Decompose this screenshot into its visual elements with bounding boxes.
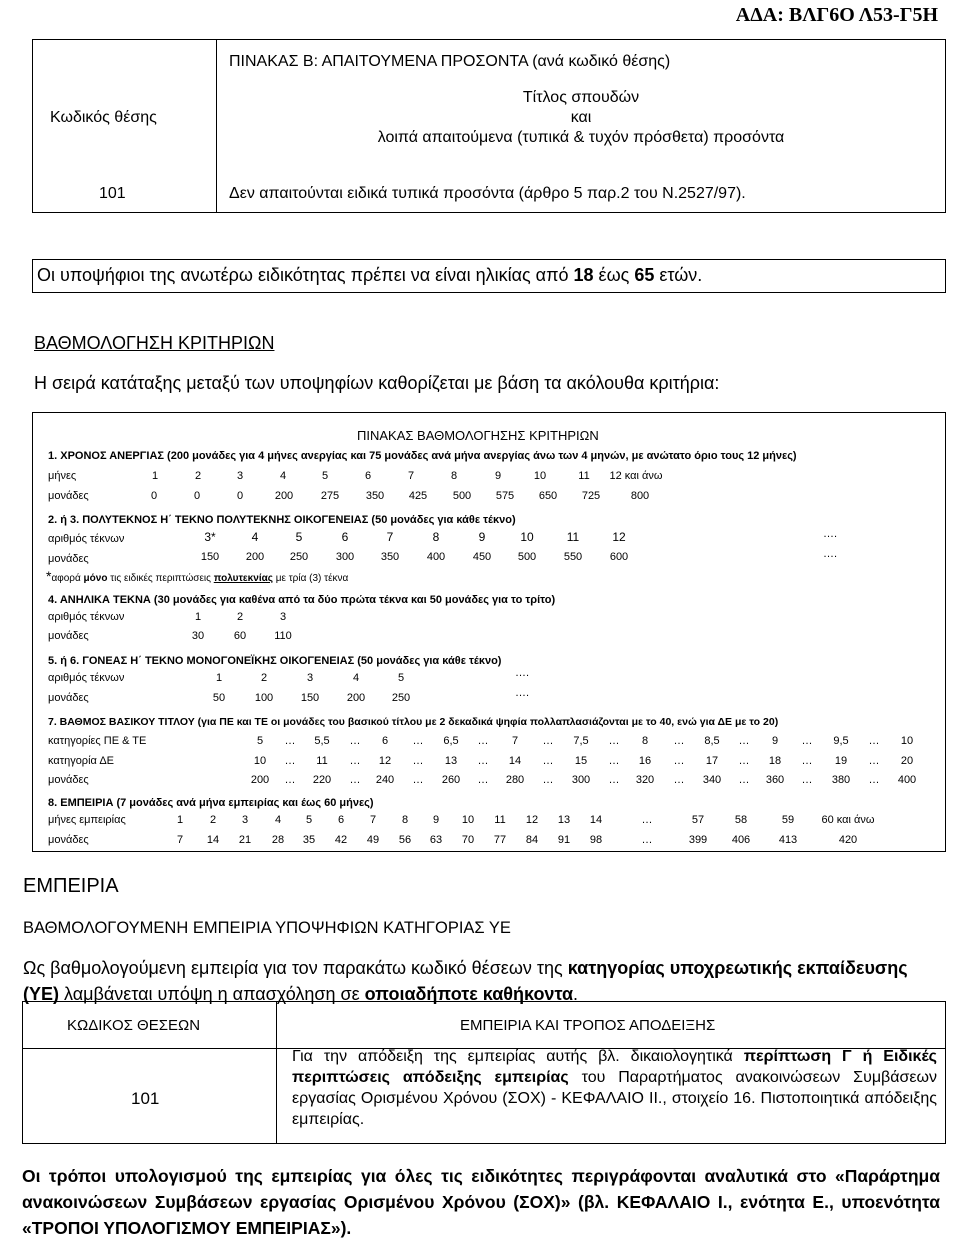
units-cell: 150	[200, 551, 220, 563]
table-required-qualifications	[32, 39, 946, 213]
pete-cell: 6	[381, 735, 389, 747]
month-cell: 8	[401, 814, 409, 826]
desc-part-a: Για την απόδειξη της εμπειρίας αυτής βλ. δικαιολογητικά	[292, 1048, 744, 1065]
units-cell: …	[542, 774, 554, 786]
children-cell: 3	[306, 672, 314, 684]
month-cell: 6	[364, 470, 372, 482]
units-cell: 50	[212, 692, 226, 704]
units-cell: 98	[589, 834, 603, 846]
section-degree-grade-head: 7. ΒΑΘΜΟΣ ΒΑΣΙΚΟΥ ΤΙΤΛΟΥ (για ΠΕ και ΤΕ οι μονάδες του βασικού τίτλου με 2 δεκαδικά ψηφία πολλαπλασιάζονται με το 40, ενώ για ΔΕ με το 20)	[48, 716, 779, 728]
experience-paragraph	[23, 955, 941, 1007]
pete-cell: 5,5	[314, 735, 330, 747]
section-single-parent-head: 5. ή 6. ΓΟΝΕΑΣ Η΄ ΤΕΚΝΟ ΜΟΝΟΓΟΝΕΪΚΗΣ ΟΙΚΟΓΕΝΕΙΑΣ (50 μονάδες για κάθε τέκνο)	[48, 655, 502, 667]
pete-cell: …	[868, 735, 880, 747]
de-cell: 14	[508, 755, 522, 767]
units-cell: 21	[238, 834, 252, 846]
units-cell: 575	[495, 490, 515, 502]
units-cell: 100	[254, 692, 274, 704]
children-cell: 8	[432, 530, 440, 544]
month-cell: 8	[450, 470, 458, 482]
pete-cell: 8	[641, 735, 649, 747]
de-cell: …	[349, 755, 361, 767]
de-cell: …	[608, 755, 620, 767]
note-part-e: με τρία (3) τέκνα	[272, 573, 349, 584]
month-cell: 12 και άνω	[609, 470, 663, 482]
minor-children-label: αριθμός τέκνων	[48, 611, 125, 623]
units-cell: 600	[609, 551, 629, 563]
units-cell: …	[477, 774, 489, 786]
units-cell: 7	[176, 834, 184, 846]
children-cell: 7	[386, 530, 394, 544]
de-cell: …	[477, 755, 489, 767]
header-title-line1: Τίτλος σπουδών	[522, 89, 640, 106]
de-cell: 11	[316, 755, 328, 767]
month-cell: 3	[236, 470, 244, 482]
units-cell: 240	[375, 774, 395, 786]
pete-cell: 6,5	[443, 735, 459, 747]
units-cell: 399	[688, 834, 708, 846]
month-cell: 58	[734, 814, 748, 826]
large-family-units-label: μονάδες	[48, 553, 89, 565]
header-title-line3: λοιπά απαιτούμενα (τυπικά & τυχόν πρόσθετα) προσόντα	[377, 129, 785, 146]
section-unemployment-head: 1. ΧΡΟΝΟΣ ΑΝΕΡΓΙΑΣ (200 μονάδες για 4 μήνες ανεργίας και 75 μονάδες ανά μήνα ανεργίας άνω των 4 μηνών, με ανώτατο όριο τους 12 μήνες)	[48, 450, 797, 462]
units-cell: 49	[366, 834, 380, 846]
header-experience-proof: ΕΜΠΕΙΡΙΑ ΚΑΙ ΤΡΟΠΟΣ ΑΠΟΔΕΙΞΗΣ	[460, 1017, 716, 1034]
month-cell: 5	[305, 814, 313, 826]
units-cell: …	[284, 774, 296, 786]
degree-units-label: μονάδες	[48, 774, 89, 786]
section-minor-children-head: 4. ΑΝΗΛΙΚΑ ΤΕΚΝΑ (30 μονάδες για καθένα από τα δύο πρώτα τέκνα και 50 μονάδες για το τρίτο)	[48, 594, 556, 606]
pete-cell: 10	[900, 735, 914, 747]
units-cell: …	[801, 774, 813, 786]
month-cell: 13	[557, 814, 571, 826]
units-cell: 400	[897, 774, 917, 786]
units-cell: 110	[274, 630, 292, 642]
para-part-b: κατηγορίας υποχρεωτικής εκπαίδευσης (ΥΕ)	[23, 958, 908, 1004]
single-parent-children-label: αριθμός τέκνων	[48, 672, 125, 684]
children-cell: 5	[397, 672, 405, 684]
children-cell: 5	[295, 530, 303, 544]
units-cell: 70	[461, 834, 475, 846]
units-cell: 550	[563, 551, 583, 563]
age-text-mid: έως	[593, 265, 635, 285]
units-cell: 425	[408, 490, 428, 502]
units-cell: 800	[630, 490, 650, 502]
column-divider	[216, 40, 217, 212]
month-cell: 3	[241, 814, 249, 826]
units-cell: 340	[702, 774, 722, 786]
pete-cell: …	[477, 735, 489, 747]
header-title-line2: και	[570, 109, 592, 126]
single-parent-units-label: μονάδες	[48, 692, 89, 704]
month-cell: 10	[461, 814, 475, 826]
experience-heading: ΕΜΠΕΙΡΙΑ	[23, 875, 119, 897]
de-cell: 10	[253, 755, 267, 767]
pete-cell: 7,5	[573, 735, 589, 747]
units-cell: …	[673, 774, 685, 786]
de-cell: 12	[378, 755, 392, 767]
age-requirement	[32, 259, 946, 293]
children-cell: 1	[215, 672, 223, 684]
children-cell: 3	[279, 611, 287, 623]
note-part-d: πολυτεκνίας	[213, 573, 273, 584]
units-cell: 200	[274, 490, 294, 502]
month-cell: 1	[151, 470, 159, 482]
column-divider	[276, 1002, 277, 1143]
row-position-code: 101	[99, 185, 126, 202]
month-cell: 11	[494, 814, 506, 826]
units-cell: 280	[505, 774, 525, 786]
age-from: 18	[573, 265, 594, 285]
pete-cell: …	[542, 735, 554, 747]
note-part-c: τις ειδικές περιπτώσεις	[107, 573, 214, 584]
units-cell: 30	[191, 630, 205, 642]
section-large-family-head: 2. ή 3. ΠΟΛΥΤΕΚΝΟΣ Η΄ ΤΕΚΝΟ ΠΟΛΥΤΕΚΝΗΣ ΟΙΚΟΓΕΝΕΙΑΣ (50 μονάδες για κάθε τέκνο)	[48, 514, 516, 526]
note-part-b: μόνο	[83, 573, 108, 584]
pete-cell: 7	[511, 735, 519, 747]
para-part-e: .	[573, 984, 579, 1004]
de-cell: …	[801, 755, 813, 767]
pete-cell: …	[608, 735, 620, 747]
units-cell: 42	[334, 834, 348, 846]
large-family-children-ellipsis: ….	[823, 528, 838, 540]
month-cell: 9	[432, 814, 440, 826]
units-cell: 500	[517, 551, 537, 563]
de-cell: 16	[638, 755, 652, 767]
units-cell: 500	[452, 490, 472, 502]
criteria-intro: Η σειρά κατάταξης μεταξύ των υποψηφίων καθορίζεται με βάση τα ακόλουθα κριτήρια:	[34, 373, 720, 393]
units-cell: 56	[398, 834, 412, 846]
degree-de-label: κατηγορία ΔΕ	[48, 755, 114, 767]
pete-cell: …	[738, 735, 750, 747]
units-cell: 320	[635, 774, 655, 786]
de-cell: 19	[834, 755, 848, 767]
desc-part-c: του Παραρτήματος ανακοινώσεων Συμβάσεων εργασίας Ορισμένου Χρόνου (ΣΟΧ) - ΚΕΦΑΛΑΙΟ ΙΙ., στοιχείο 16. Πιστοποιητικά απόδειξης εμπειρίας.	[292, 1069, 937, 1128]
large-family-note	[46, 568, 348, 584]
scoring-table	[32, 412, 946, 852]
table-experience-proof	[22, 1001, 946, 1144]
pete-cell: …	[284, 735, 296, 747]
units-cell: 450	[472, 551, 492, 563]
units-cell: 406	[731, 834, 751, 846]
units-cell: …	[349, 774, 361, 786]
pete-cell: 8,5	[704, 735, 720, 747]
row-proof-description	[292, 1046, 937, 1130]
children-cell: 3*	[204, 530, 216, 544]
units-cell: 300	[335, 551, 355, 563]
de-cell: 18	[768, 755, 782, 767]
month-cell: 4	[279, 470, 287, 482]
units-cell: …	[608, 774, 620, 786]
pete-cell: …	[349, 735, 361, 747]
row-qualification-text: Δεν απαιτούνται ειδικά τυπικά προσόντα (άρθρο 5 παρ.2 του Ν.2527/97).	[229, 185, 746, 202]
children-cell: 2	[236, 611, 244, 623]
de-cell: …	[412, 755, 424, 767]
unemployment-months-label: μήνες	[48, 470, 77, 482]
units-cell: …	[641, 834, 653, 846]
units-cell: 60	[233, 630, 247, 642]
month-cell: 2	[209, 814, 217, 826]
single-parent-units-ellipsis: ….	[515, 687, 530, 699]
children-cell: 12	[612, 530, 626, 544]
para-part-d: οποιαδήποτε καθήκοντα	[364, 984, 574, 1004]
para-part-c: λαμβάνεται υπόψη η απασχόληση σε	[59, 984, 365, 1004]
pete-cell: 9,5	[833, 735, 849, 747]
units-cell: 84	[525, 834, 539, 846]
month-cell: 10	[533, 470, 547, 482]
units-cell: …	[412, 774, 424, 786]
units-cell: 380	[831, 774, 851, 786]
single-parent-children-ellipsis: ….	[515, 667, 530, 679]
children-cell: 4	[251, 530, 259, 544]
units-cell: 0	[193, 490, 201, 502]
month-cell: 57	[691, 814, 705, 826]
criteria-heading: ΒΑΘΜΟΛΟΓΗΣΗ ΚΡΙΤΗΡΙΩΝ	[34, 333, 275, 353]
de-cell: …	[673, 755, 685, 767]
month-cell: 14	[589, 814, 603, 826]
units-cell: 350	[380, 551, 400, 563]
pete-cell: 5	[256, 735, 264, 747]
units-cell: 420	[838, 834, 858, 846]
month-cell: 5	[321, 470, 329, 482]
month-cell: 6	[337, 814, 345, 826]
para-part-a: Ως βαθμολογούμενη εμπειρία για τον παρακάτω κωδικό θέσεων της	[23, 958, 568, 978]
units-cell: 28	[271, 834, 285, 846]
month-cell: 2	[194, 470, 202, 482]
pete-cell: 9	[771, 735, 779, 747]
children-cell: 2	[260, 672, 268, 684]
de-cell: …	[868, 755, 880, 767]
age-text-prefix: Οι υποψήφιοι της ανωτέρω ειδικότητας πρέπει να είναι ηλικίας από	[37, 265, 574, 285]
units-cell: 200	[346, 692, 366, 704]
month-cell: 7	[407, 470, 415, 482]
header-position-codes: ΚΩΔΙΚΟΣ ΘΕΣΕΩΝ	[67, 1017, 201, 1034]
children-cell: 4	[352, 672, 360, 684]
units-cell: 250	[391, 692, 411, 704]
children-cell: 10	[520, 530, 534, 544]
month-cell: 12	[525, 814, 539, 826]
month-cell: 1	[176, 814, 184, 826]
units-cell: 413	[778, 834, 798, 846]
header-position-code: Κωδικός θέσης	[50, 109, 157, 126]
de-cell: …	[738, 755, 750, 767]
units-cell: …	[738, 774, 750, 786]
units-cell: 250	[289, 551, 309, 563]
units-cell: 220	[312, 774, 332, 786]
children-cell: 1	[194, 611, 202, 623]
month-cell: 7	[369, 814, 377, 826]
de-cell: …	[284, 755, 296, 767]
age-text-suffix: ετών.	[654, 265, 703, 285]
units-cell: 725	[581, 490, 601, 502]
de-cell: 20	[900, 755, 914, 767]
experience-subheading: ΒΑΘΜΟΛΟΓΟΥΜΕΝΗ ΕΜΠΕΙΡΙΑ ΥΠΟΨΗΦΙΩΝ ΚΑΤΗΓΟΡΙΑΣ ΥΕ	[23, 919, 511, 937]
section-experience-head: 8. ΕΜΠΕΙΡΙΑ (7 μονάδες ανά μήνα εμπειρίας και έως 60 μήνες)	[48, 797, 374, 809]
experience-months-label: μήνες εμπειρίας	[48, 814, 126, 826]
units-cell: 150	[300, 692, 320, 704]
month-cell: 9	[494, 470, 502, 482]
minor-children-units-label: μονάδες	[48, 630, 89, 642]
units-cell: 91	[557, 834, 571, 846]
de-cell: 17	[705, 755, 719, 767]
units-cell: 63	[429, 834, 443, 846]
large-family-children-label: αριθμός τέκνων	[48, 533, 125, 545]
unemployment-units-label: μονάδες	[48, 490, 89, 502]
pete-cell: …	[412, 735, 424, 747]
month-cell: …	[641, 814, 653, 826]
units-cell: 35	[302, 834, 316, 846]
ada-code: ΑΔΑ: ΒΛΓ6Ο Λ53-Γ5Η	[735, 4, 938, 26]
units-cell: 400	[426, 551, 446, 563]
units-cell: …	[868, 774, 880, 786]
desc-part-b: περίπτωση Γ ή Ειδικές περιπτώσεις απόδειξης εμπειρίας	[292, 1048, 938, 1086]
units-cell: 0	[150, 490, 158, 502]
age-to: 65	[634, 265, 655, 285]
children-cell: 9	[478, 530, 486, 544]
units-cell: 275	[320, 490, 340, 502]
month-cell: 59	[781, 814, 795, 826]
units-cell: 200	[250, 774, 270, 786]
table-title: ΠΙΝΑΚΑΣ Β: ΑΠΑΙΤΟΥΜΕΝΑ ΠΡΟΣΟΝΤΑ (ανά κωδικό θέσης)	[229, 53, 671, 70]
month-cell: 60 και άνω	[821, 814, 875, 826]
note-part-a: αφορά	[51, 573, 84, 584]
units-cell: 650	[538, 490, 558, 502]
month-cell: 11	[578, 470, 590, 482]
month-cell: 4	[274, 814, 282, 826]
units-cell: 200	[245, 551, 265, 563]
de-cell: 15	[574, 755, 588, 767]
units-cell: 77	[493, 834, 507, 846]
pete-cell: …	[673, 735, 685, 747]
children-cell: 6	[341, 530, 349, 544]
experience-units-label: μονάδες	[48, 834, 89, 846]
note-star: *	[46, 568, 52, 584]
final-note: Οι τρόποι υπολογισμού της εμπειρίας για όλες τις ειδικότητες περιγράφονται αναλυτικά στο «Παράρτημα ανακοινώσεων Συμβάσεων εργασίας Ορισμένου Χρόνου (ΣΟΧ)» (βλ. ΚΕΦΑΛΑΙΟ Ι., ενότητα Ε., υποενότητα «ΤΡΟΠΟΙ ΥΠΟΛΟΓΙΣΜΟΥ ΕΜΠΕΙΡΙΑΣ»).	[22, 1166, 940, 1238]
scoring-title: ΠΙΝΑΚΑΣ ΒΑΘΜΟΛΟΓΗΣΗΣ ΚΡΙΤΗΡΙΩΝ	[357, 428, 599, 443]
units-cell: 350	[365, 490, 385, 502]
large-family-units-ellipsis: ….	[823, 548, 838, 560]
units-cell: 14	[206, 834, 220, 846]
units-cell: 360	[765, 774, 785, 786]
units-cell: 0	[236, 490, 244, 502]
pete-cell: …	[801, 735, 813, 747]
units-cell: 300	[571, 774, 591, 786]
de-cell: …	[542, 755, 554, 767]
children-cell: 11	[566, 530, 580, 544]
row-position-code: 101	[131, 1089, 160, 1108]
units-cell: 260	[441, 774, 461, 786]
degree-pete-label: κατηγορίες ΠΕ & ΤΕ	[48, 735, 147, 747]
de-cell: 13	[444, 755, 458, 767]
